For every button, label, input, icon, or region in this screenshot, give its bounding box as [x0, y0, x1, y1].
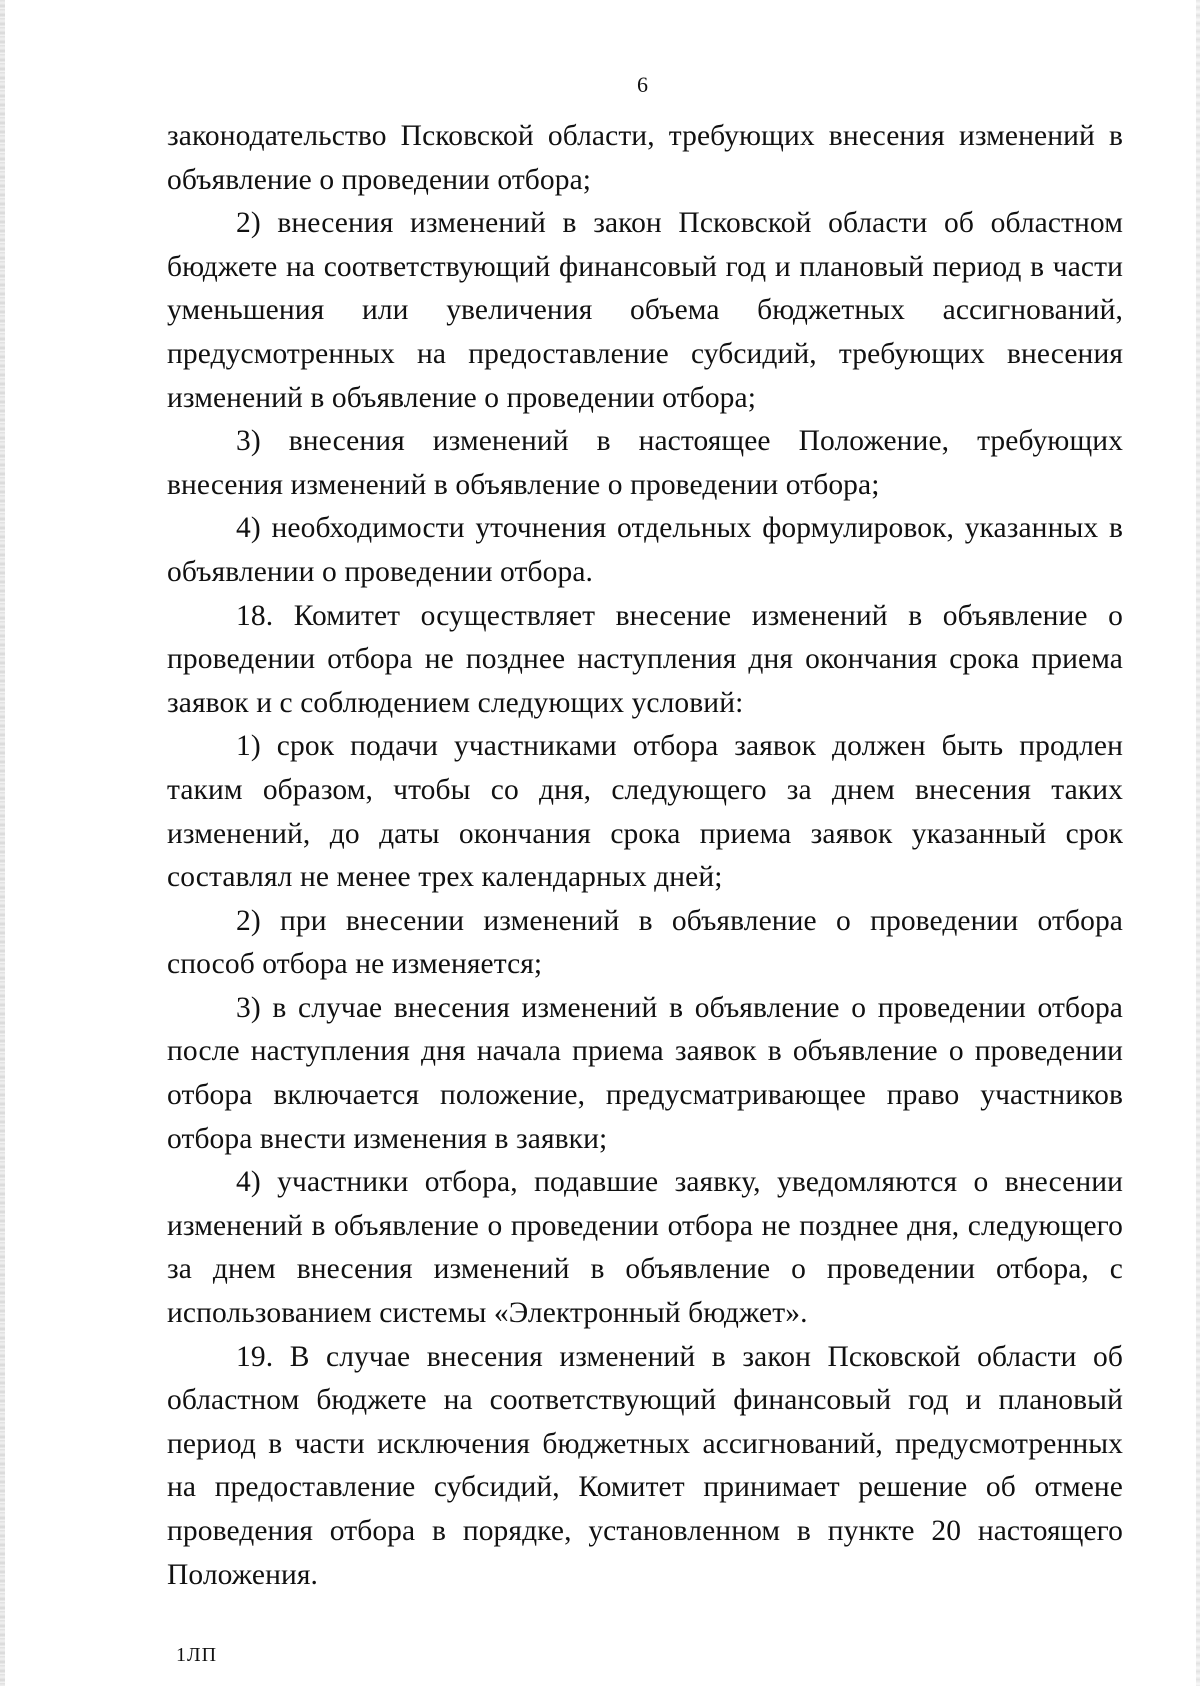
- paragraph-clause-18-item-3: 3) в случае внесения изменений в объявление о проведении отбора после наступления дня начала приема заявок в объявление о проведении отбора включается положение, предусматривающее право участников отбора внести изменения в заявки;: [167, 991, 1123, 1155]
- paragraph-item-3: 3) внесения изменений в настоящее Положение, требующих внесения изменений в объявление о проведении отбора;: [167, 425, 1123, 501]
- paragraph-item-2: 2) внесения изменений в закон Псковской области об областном бюджете на соответствующий финансовый год и плановый период в части уменьшения или увеличения объема бюджетных ассигнований, предусмотренных на предоставление субсидий, требующих внесения изменений в объявление о проведении отбора;: [167, 207, 1123, 414]
- page-number: 6: [637, 72, 648, 97]
- document-body: [167, 115, 1123, 1597]
- scan-edge-left: [0, 0, 5, 1686]
- paragraph-clause-18-item-4: 4) участники отбора, подавшие заявку, уведомляются о внесении изменений в объявление о проведении отбора не позднее дня, следующего за днем внесения изменений в объявление о проведении отбора, с использованием системы «Электронный бюджет».: [167, 1166, 1123, 1330]
- paragraph-clause-18: 18. Комитет осуществляет внесение изменений в объявление о проведении отбора не позднее наступления дня окончания срока приема заявок и с соблюдением следующих условий:: [167, 599, 1123, 719]
- paragraph-clause-18-item-2: 2) при внесении изменений в объявление о проведении отбора способ отбора не изменяется;: [167, 904, 1123, 981]
- scan-edge-right: [1196, 0, 1200, 1686]
- paragraph-continuation: законодательство Псковской области, требующих внесения изменений в объявление о проведении отбора;: [167, 120, 1123, 196]
- paragraph-clause-18-item-1: 1) срок подачи участниками отбора заявок должен быть продлен таким образом, чтобы со дня, следующего за днем внесения таких изменений, до даты окончания срока приема заявок указанный срок составлял не менее трех календарных дней;: [167, 730, 1123, 894]
- paragraph-clause-19: 19. В случае внесения изменений в закон Псковской области об областном бюджете на соответствующий финансовый год и плановый период в части исключения бюджетных ассигнований, предусмотренных на предоставление субсидий, Комитет принимает решение об отмене проведения отбора в порядке, установленном в пункте 20 настоящего Положения.: [167, 1340, 1123, 1591]
- footer-code: 1ЛП: [176, 1644, 218, 1666]
- paragraph-item-4: 4) необходимости уточнения отдельных формулировок, указанных в объявлении о проведении отбора.: [167, 512, 1123, 588]
